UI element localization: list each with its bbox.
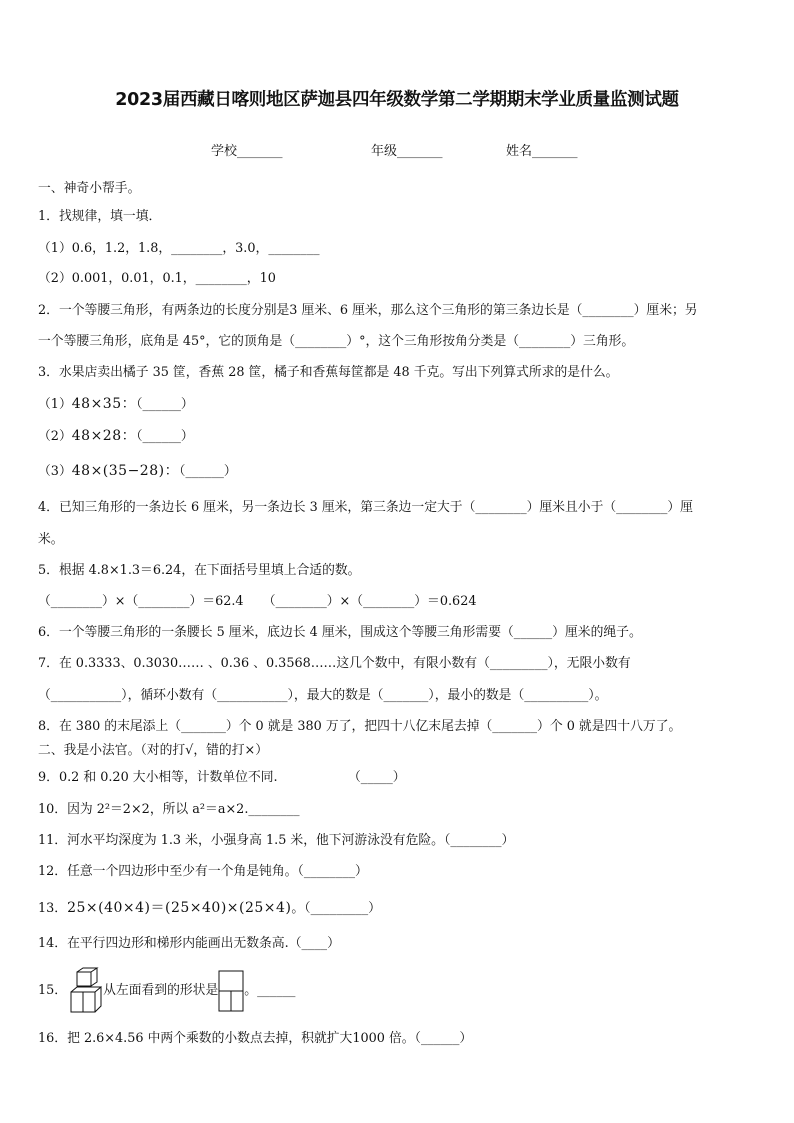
question-1-part-2: （2）0.001，0.01，0.1，________，10: [38, 271, 276, 286]
question-1-part-1: （1）0.6，1.2，1.8，________，3.0，________: [38, 241, 320, 256]
question-3: 3．水果店卖出橘子 35 筐，香蕉 28 筐，橘子和香蕉每筐都是 48 千克。写出下列算式所求的是什么。: [38, 365, 619, 380]
question-3-part-3: [38, 462, 237, 481]
question-7-line-2: （___________），循环小数有（___________），最大的数是（_______），最小的数是（__________）。: [38, 688, 608, 703]
question-1: 1．找规律，填一填．: [38, 209, 162, 224]
q15-text: 从左面看到的形状是: [103, 983, 219, 998]
question-16: 16．把 2.6×4.56 中两个乘数的小数点去掉，积就扩大1000 倍。（______）: [38, 1031, 473, 1046]
question-13: [38, 899, 381, 918]
q3b-expression: 48×28：: [71, 428, 137, 444]
q3b-blank: （______）: [136, 429, 194, 444]
section-2-heading: 二、我是小法官。（对的打√，错的打×）: [38, 743, 269, 758]
question-15: [38, 966, 295, 1016]
school-field: 学校_______: [211, 144, 283, 159]
question-8: 8．在 380 的末尾添上（_______）个 0 就是 380 万了，把四十八亿末尾去掉（_______）个 0 就是四十八万了。: [38, 719, 682, 734]
name-field: 姓名_______: [506, 144, 578, 159]
q3c-expression: 48×(35−28)：: [71, 463, 180, 479]
q3a-label: （1）: [38, 397, 72, 412]
question-2-line-1: 2．一个等腰三角形，有两条边的长度分别是3 厘米、6 厘米，那么这个三角形的第三条边长是（________）厘米；另: [38, 303, 698, 318]
q15-label: 15．: [38, 983, 68, 998]
q3a-blank: （______）: [136, 397, 194, 412]
grade-field: 年级_______: [371, 144, 443, 159]
q15-tail: 。______: [244, 983, 296, 998]
question-3-part-2: [38, 427, 194, 446]
question-12: 12．任意一个四边形中至少有一个角是钝角。（________）: [38, 864, 368, 879]
page-title: 2023届西藏日喀则地区萨迦县四年级数学第二学期期末学业质量监测试题: [115, 90, 679, 110]
q3b-label: （2）: [38, 429, 72, 444]
question-5-blanks: （________）×（________）＝62.4 （________）×（________）＝0.624: [38, 594, 477, 609]
question-6: 6．一个等腰三角形的一条腰长 5 厘米，底边长 4 厘米，围成这个等腰三角形需要（______）厘米的绳子。: [38, 625, 642, 640]
q13-label: 13．: [38, 901, 68, 916]
cube-stack-figure: [67, 966, 103, 1016]
question-10: 10．因为 2²＝2×2，所以 a²＝a×2.________: [38, 802, 300, 817]
q13-expression: 25×(40×4)＝(25×40)×(25×4): [67, 900, 292, 916]
question-4-line-2: 米。: [38, 532, 64, 547]
question-9: 9．0.2 和 0.20 大小相等，计数单位不同. （_____）: [38, 770, 406, 785]
question-5: 5．根据 4.8×1.3＝6.24，在下面括号里填上合适的数。: [38, 563, 361, 578]
q3c-label: （3）: [38, 464, 72, 479]
question-7-line-1: 7．在 0.3333、0.3030…… 、0.36 、0.3568……这几个数中，有限小数有（_________），无限小数有: [38, 656, 631, 671]
left-view-figure: [218, 970, 244, 1012]
question-2-line-2: 一个等腰三角形，底角是 45°，它的顶角是（________）°，这个三角形按角分类是（________）三角形。: [38, 334, 635, 349]
q3a-expression: 48×35：: [71, 396, 137, 412]
q3c-blank: （______）: [179, 464, 237, 479]
question-11: 11．河水平均深度为 1.3 米，小强身高 1.5 米，他下河游泳没有危险。（________）: [38, 833, 515, 848]
section-1-heading: 一、神奇小帮手。: [38, 181, 141, 196]
question-14: 14．在平行四边形和梯形内能画出无数条高.（____）: [38, 936, 340, 951]
question-3-part-1: [38, 395, 194, 414]
question-4-line-1: 4．已知三角形的一条边长 6 厘米，另一条边长 3 厘米，第三条边一定大于（________）厘米且小于（________）厘: [38, 500, 693, 515]
q13-tail: 。（_________）: [291, 901, 381, 916]
